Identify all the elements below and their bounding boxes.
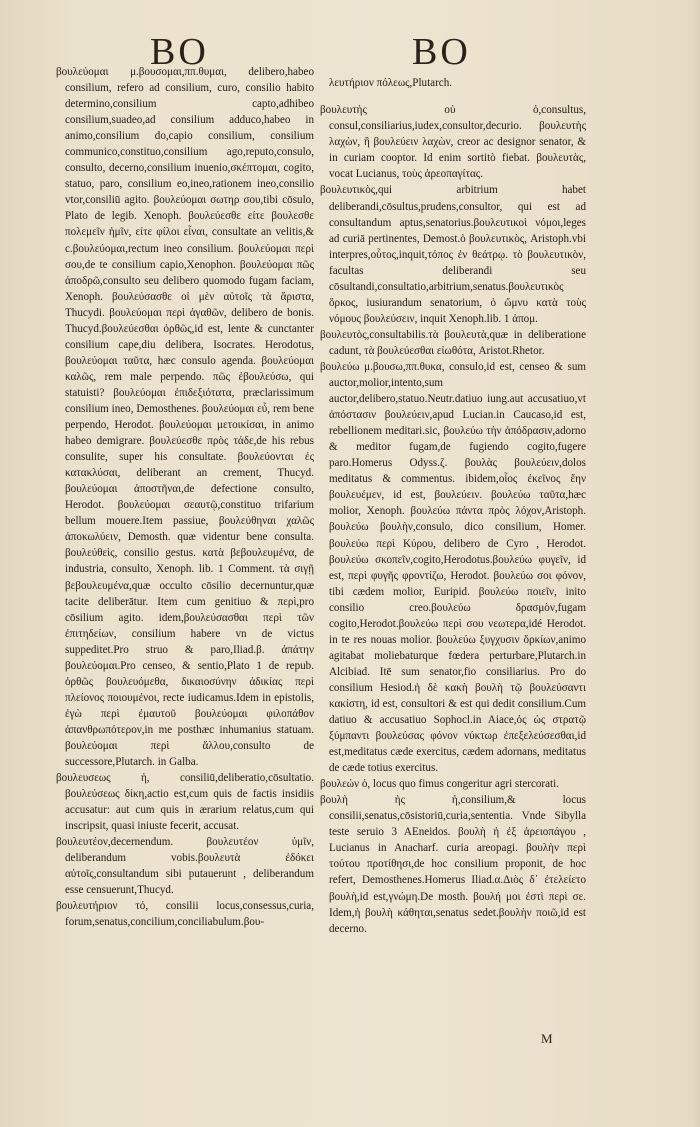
left-column xyxy=(56,64,314,931)
signature-mark: M xyxy=(541,1031,553,1046)
dictionary-entry: βουλὴ ἡς ἡ,consilium,& locus consilii,senatus,cōsistoriū,curia,sententia. Vnde Sibylla teste seruio 3 AEneidos. βουλὴ ἡ ἐξ ἀρειοπάγου , Lucianus in Anacharf. curia areopagi. βουλὴν περὶ τούτου προτίθησι,de hoc consilium proponit, de hoc refert, Demosthenes.Homerus Iliad.α.Διὸς δ᾽ ἐτελείετο βουλὴ,id est,γνώμη.De mosth. βουλή μοι ἐστὶ περὶ σε. Idem,ἡ βουλὴ κάθηται,senatus sedet.βουλὴν ποιῶ,id est decerno. xyxy=(320,794,586,935)
dictionary-entry-continuation: λευτήριον πόλεως,Plutarch. xyxy=(329,77,453,90)
dictionary-entry: βουλευτέον,decernendum. βουλευτέον ὑμῖν, deliberandum vobis.βουλευτὰ ἐδόκει αὐτοῖς,consultandum sibi putauerunt , deliberandum esse censuerunt,Thucyd. xyxy=(56,836,314,897)
right-column xyxy=(320,64,586,937)
dictionary-entry: βουλευτὴς οὐ ὁ,consultus, consul,consiliarius,iudex,consultor,decurio. βουλευτὴς λαχὼν, ἢ βουλεύειν λαχὼν, creor ac designor senator, & in curiam cooptor. Id enim sortitò fiebat. βουλευτὰς, vocat Lucianus, τοὺς ἀρεοπαγίτας. xyxy=(320,104,586,181)
dictionary-entry: βουλευτὸς,consultabilis.τὰ βουλευτὰ,quæ in deliberatione cadunt, τὰ βουλεύεσθαι εἰωθότα, Aristot.Rhetor. xyxy=(320,328,586,357)
dictionary-entry: βουλεών ὁ, locus quo fimus congeritur agri stercorati. xyxy=(320,778,559,791)
running-head-right: BO xyxy=(412,31,471,73)
dictionary-entry: βουλευτικὸς,qui arbitrium habet deliberandi,cōsultus,prudens,consultor, qui est ad consultandum aptus,senatorius.βουλευτικοὶ νόμοι,leges ad curiā pertinentes, Demost.ὁ βουλευτικὸς, Aristoph.vbi interpres,οὗτος,inquit,τόπος ἐν θεάτρῳ. τὸ βουλευτικὸν, facultas deliberandi seu cōsultandi,consultatio,arbitrium,senatus.βουλευτικὸς ὅρκος, iusiurandum senatorium, ὁ ὤμνυ κατὰ τοὺς νόμους βουλεύσειν, inquit Xenoph.lib. 1 ἀπομ. xyxy=(320,184,586,325)
dictionary-entry: βουλεύω μ.βουσω,ππ.θυκα, consulo,id est, censeo & sum auctor,molior,intento,sum auctor,delibero,statuo.Neutr.datiuo iung.aut accusatiuo,vt ἀπόστασιν βουλεύειν,apud Lucian.in Caucaso,id est, rebellionem meditari.sic, βουλεύω τὴν ἀπόδρασιν,adorno & meditor fugam,de fugiendo cogito,fugere paro.Homerus Odyss.ζ. βουλὰς βουλεύειν,dolos meditatus & commentus. ibidem,οἷος ἐκεῖνος ἔην βουλευέμεν, id est, βουλεύειν. βουλεύω ταῦτα,hæc molior, Xenoph. βουλεύω πάντα πρὸς λόχον,Aristoph. βουλεύω βουλὴν,consulo, dico consilium, Homer. βουλεύω περὶ Κύρου, delibero de Cyro , Herodot. βουλεύω σκοπεῖν,cogito,Herodotus.βουλεύω φυγεῖν, id est, περὶ φυγῆς φροντίζω, Herodot. βουλεύω σοι φόνον, tibi cædem molior, Euripid. βουλεύω ποιεῖν, inito consilio creo.βουλεύω δρασμὸν,fugam cogito,Herodot.βουλεύω περὶ σου νεωτερα,idé Herodot. in te res nouas molior. βουλεύω ξυγχυσιν ὅρκίων,animo agitabat moliebaturque fœdera perturbare,Plutarch.in Alcibiad. Itē sum senator,fio consiliarius. Pro do consilium Hesiod.ἡ δὲ κακὴ βουλὴ τῷ βουλεύσαντι κακίστη, id est, consultori & est qui dedit consilium.Cum datiuo & accusatiuo Sophocl.in Aiace,ὁς ὡς στρατῷ ξύμπαντι βουλεύσας φόνον νύκτωρ ἐπεξελεύσεσθαι,id est,meditatus cæde exercitus, cædem adornans, meditatus de cæde totius exercitus. xyxy=(320,360,586,775)
page-edge-shadow xyxy=(690,0,700,1127)
running-head-left: BO xyxy=(150,31,209,73)
dictionary-entry: βουλεύομαι μ.βουσομαι,ππ.θυμαι, delibero,habeo consilium, refero ad consilium, curo, consilio habito determino,consilium capto,adhibeo consilium,suadeo,ad consilium adduco,habeo in animo,consilium do,capio consilium, consilium communico,constituo,consilium ago,reputo,consulo, consulto, decerno,consilium inuenio,σκέπτομαι, cogito, statuo, paro, consilium eo,ineo,rationem ineo,consilio vtor,consiliū agito. βουλεύομαι σωτηρ σου,tibi cōsulo, Plato de legib. Xenoph. βουλεύεσθε είτε βουλεσθε πολεμεῖν ἡμῖν, είτε φίλοι εἶναι, consultate an velitis,& c.βουλεύομαι,rectum ineo consilium. βουλεύομαι περὶ σου,de te consilium capio,Xenophon. βουλεύομαι πῶς ἀποδρῶ,consulto seu delibero quomodo fugam faciam, Xenoph. βουλεύσασθε οἱ μὲν αὐτοῖς τὰ ἄριστα, Thucydi. βουλεύομαι περὶ ἀγαθῶν, delibero de bonis. Thucyd.βουλεύεσθαι ὀρθῶς,id est, lente & cunctanter consilium cape,diu delibera, Isocrates. Herodotus, βουλεύομαι ταῦτα, hæc consulo agenda. βουλεύομαι καλῶς, rem male perpendo. πῶς ἐβουλεύσω, qui statuisti? βουλεύομαι ἐπιδεξιότατα, præclarissimum consilium ineo, Demosthenes. βουλεύομαι εὖ, rem bene perpendo, Herodot. βουλεύομαι μετοικίσαι, in animo habeo demigrare. βουλεύεσθε πρὸς τάδε,de his rebus consulite, super his consultate. βουλεύονται ἐς κατακλύσαι, deliberant an crement, Thucyd. βουλεύομαι ἀποστῆναι,de defectione consulto, Herodot. βουλεύομαι σεαυτῷ,constituo trifarium bellum mouere.Item passiue, βουλεύθηναι χαλῶς ἀποκωλύειν, Demosth. quæ videntur bene consulta. βουλεύθεὶς, consilio gestus. κατὰ βεβουλευμένα, de industria, consulto, Xenoph. lib. 1 Comment. τὰ σιγῇ βεβουλευμένα,quæ occulto cōsilio decernuntur,quæ tacite deliberātur. Item cum genitiuo & περὶ,pro cōsilium agito. idem,βουλεύσασθαι περὶ τῶν ἐπιτηδείων, consilium habere vn de victus suppeditet.Pro struo & paro,Iliad.β. ἀπάτην βουλεύομαι.Pro censeo, & sentio,Plato 1 de repub. ὀρθῶς βουλευόμεθα, δικαιοσύνην ἀδικίας περὶ πλείονος ποιουμένοι, recte iudicamus.Idem in epistolis, ἐγὼ περὶ ἐμαυτοῦ βουλεύομαι φιλοπάθον ἀπανθρωπότερον,in me posthæc inhumanius statuam. βουλεύομαι περὶ ἄλλου,consulto de successore,Plutarch. in Galba. xyxy=(56,66,314,769)
dictionary-entry: βουλευσεως ἡ, consiliū,deliberatio,cōsultatio. βουλεύσεως δίκη,actio est,cum quis de factis insidiis accusatur: aut cum quis in ærarium relatus,cum qui inscripsit, quasi iniuste fecerit, accusat. xyxy=(56,772,314,833)
dictionary-entry: βουλευτήριον τό, consilii locus,consessus,curia, forum,senatus,concilium,conciliabulum.βου- xyxy=(56,900,314,929)
